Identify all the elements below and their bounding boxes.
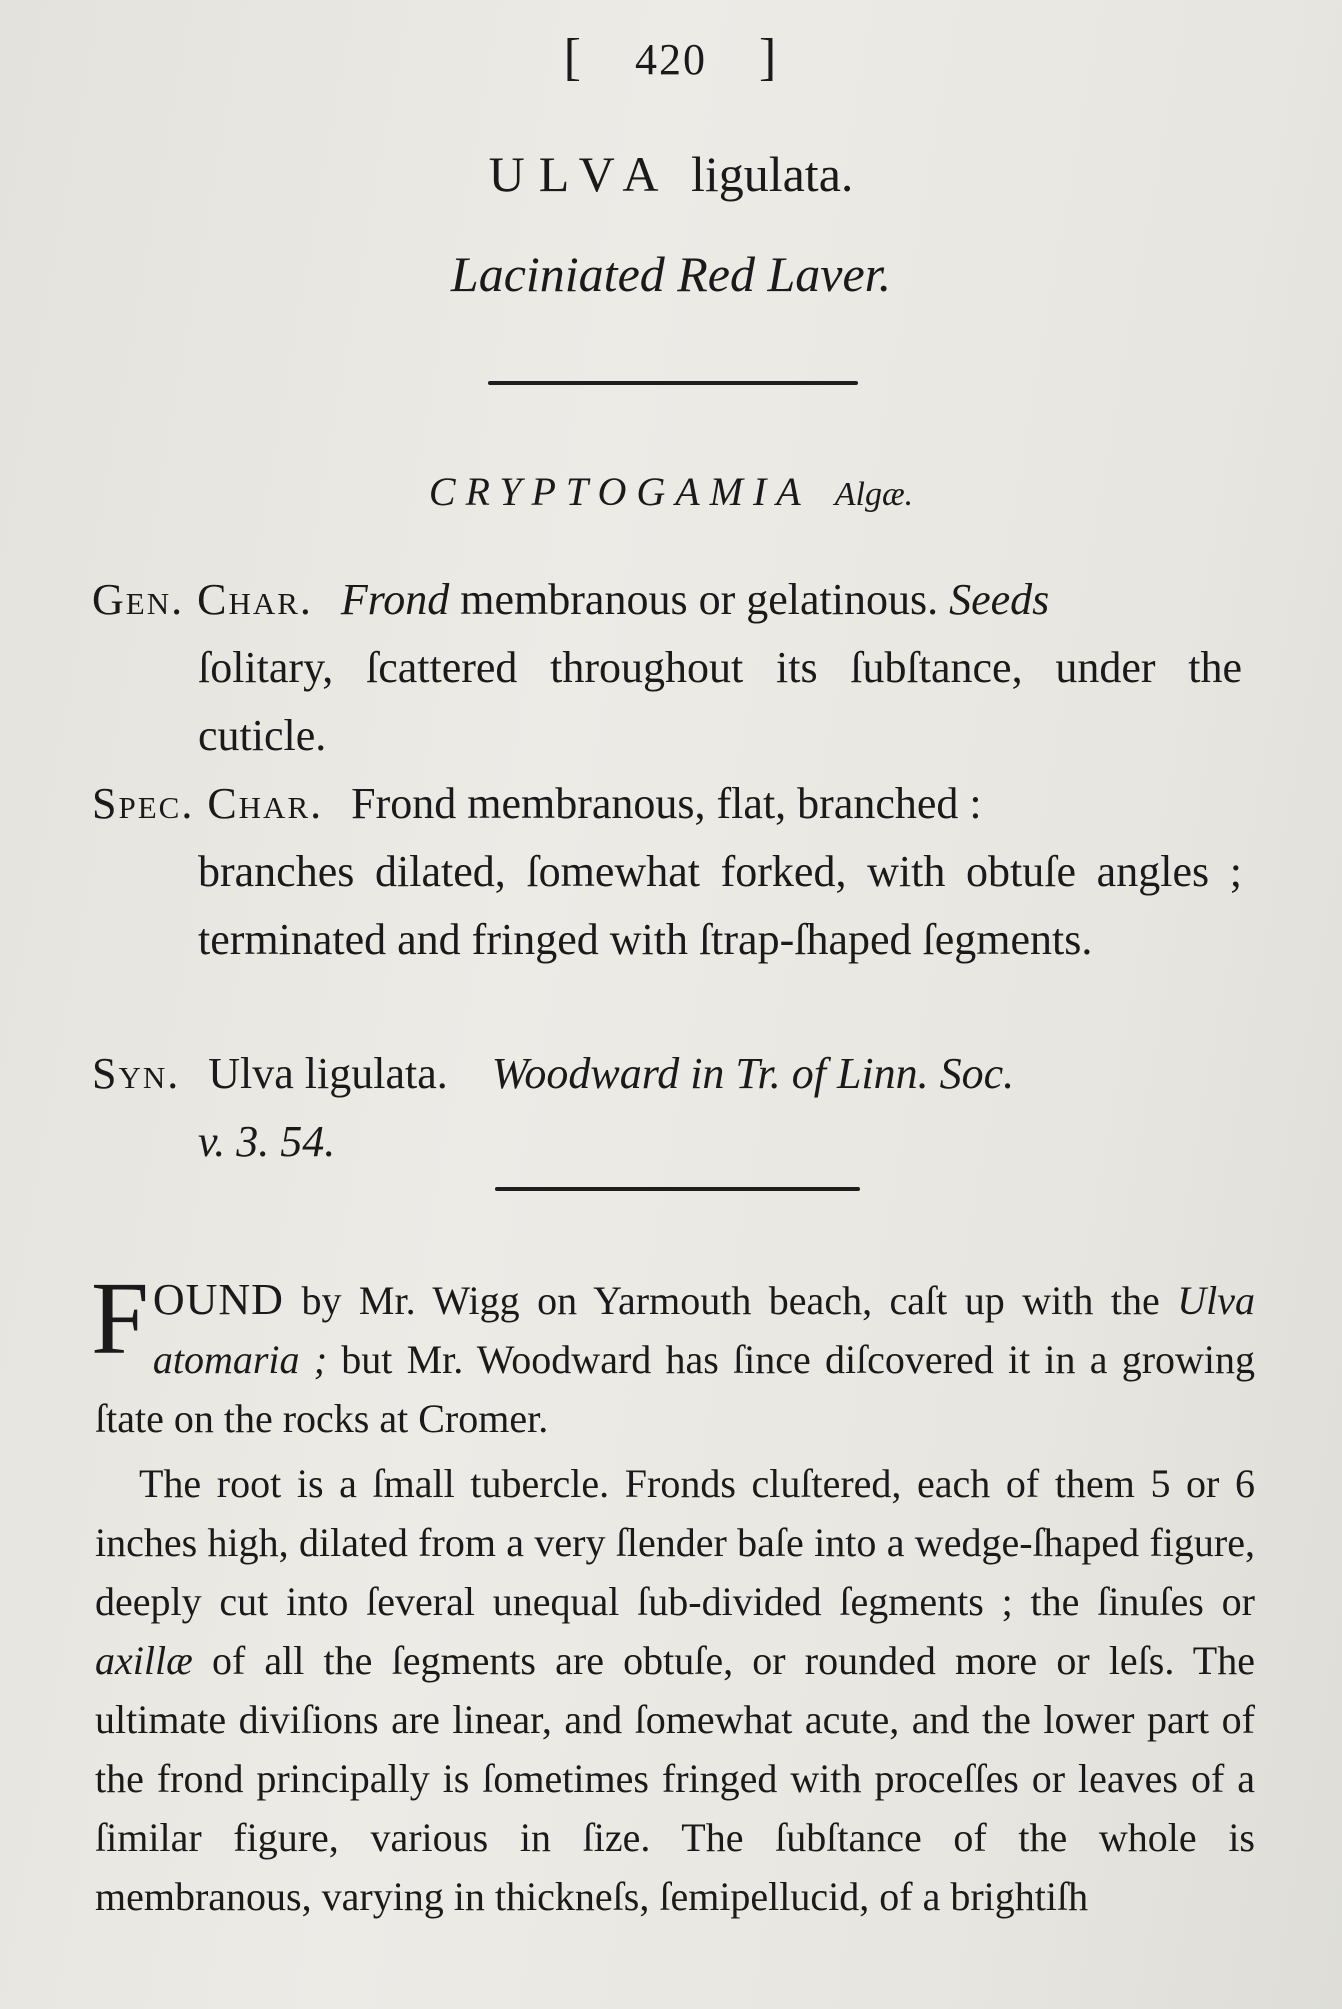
paragraph-1-text-a: by Mr. Wigg on Yarmouth beach, caſt up with the [283, 1278, 1178, 1323]
syn-text: Ulva ligulata. [208, 1049, 448, 1098]
generic-character [92, 566, 1242, 770]
gen-char-term-seeds: Seeds [949, 575, 1050, 624]
paragraph-1-text-b: but Mr. Woodward has ſince diſcovered it in a growing ſtate on the rocks at Cromer. [95, 1337, 1256, 1441]
specific-character [92, 770, 1242, 974]
paragraph-2-text-b: of all the ſegments are obtuſe, or rounded more or leſs. The ultimate diviſions are linear, and ſomewhat acute, and the lower part of the frond principally is ſometimes fringed with proceſſes or leaves of a ſimilar figure, various in ſize. The ſubſtance of the whole is membranous, varying in thickneſs, ſemipellucid, of a brightiſh [95, 1638, 1255, 1919]
species-title [0, 145, 1342, 203]
gen-char-continuation: ſolitary, ſcattered throughout its ſubſtance, under the cuticle. [198, 643, 1242, 760]
paragraph-2-italic: axillæ [95, 1638, 193, 1683]
bracket-open: [ [563, 29, 583, 86]
paragraph-2-text-a: The root is a ſmall tubercle. Fronds cluſtered, each of them 5 or 6 inches high, dilated from a very ſlender baſe into a wedge-ſhaped figure, deeply cut into ſeveral unequal ſub-divided ſegments ; the ſinuſes or [95, 1461, 1255, 1624]
section-divider-bottom [495, 1187, 860, 1191]
gen-char-term: Frond [340, 575, 450, 624]
genus-name: ULVA [488, 146, 673, 202]
lead-word: OUND [152, 1275, 284, 1324]
drop-cap: F [91, 1261, 149, 1376]
spec-char-continuation: branches dilated, ſomewhat forked, with obtuſe angles ; terminated and fringed with ſtrap-ſhaped ſegments. [198, 847, 1242, 964]
paragraph-1-italic: Ulva atomaria ; [152, 1278, 1255, 1382]
paragraph-1 [91, 1261, 1256, 1448]
spec-char-text: Frond membranous, flat, branched : [351, 779, 982, 828]
classification [0, 468, 1342, 515]
common-name: Laciniated Red Laver. [450, 246, 892, 302]
page-number-value: 420 [635, 35, 707, 84]
bracket-close: ] [759, 29, 779, 86]
description-text [91, 1261, 1256, 1926]
order-name: Algæ. [834, 476, 914, 513]
paragraph-2 [95, 1454, 1255, 1926]
spec-char-label: Spec. Char. [92, 779, 324, 828]
gen-char-text: membranous or gelatinous. [449, 575, 950, 624]
syn-reference: Woodward in Tr. of Linn. Soc. [491, 1049, 1015, 1098]
gen-char-label: Gen. Char. [92, 575, 313, 624]
synonymy [92, 1040, 1242, 1176]
syn-label: Syn. [92, 1049, 181, 1098]
syn-continuation: v. 3. 54. [198, 1117, 336, 1166]
section-divider-top [488, 381, 858, 385]
class-name: CRYPTOGAMIA [428, 469, 811, 514]
page-number [0, 28, 1342, 87]
species-name: ligulata. [690, 146, 854, 202]
